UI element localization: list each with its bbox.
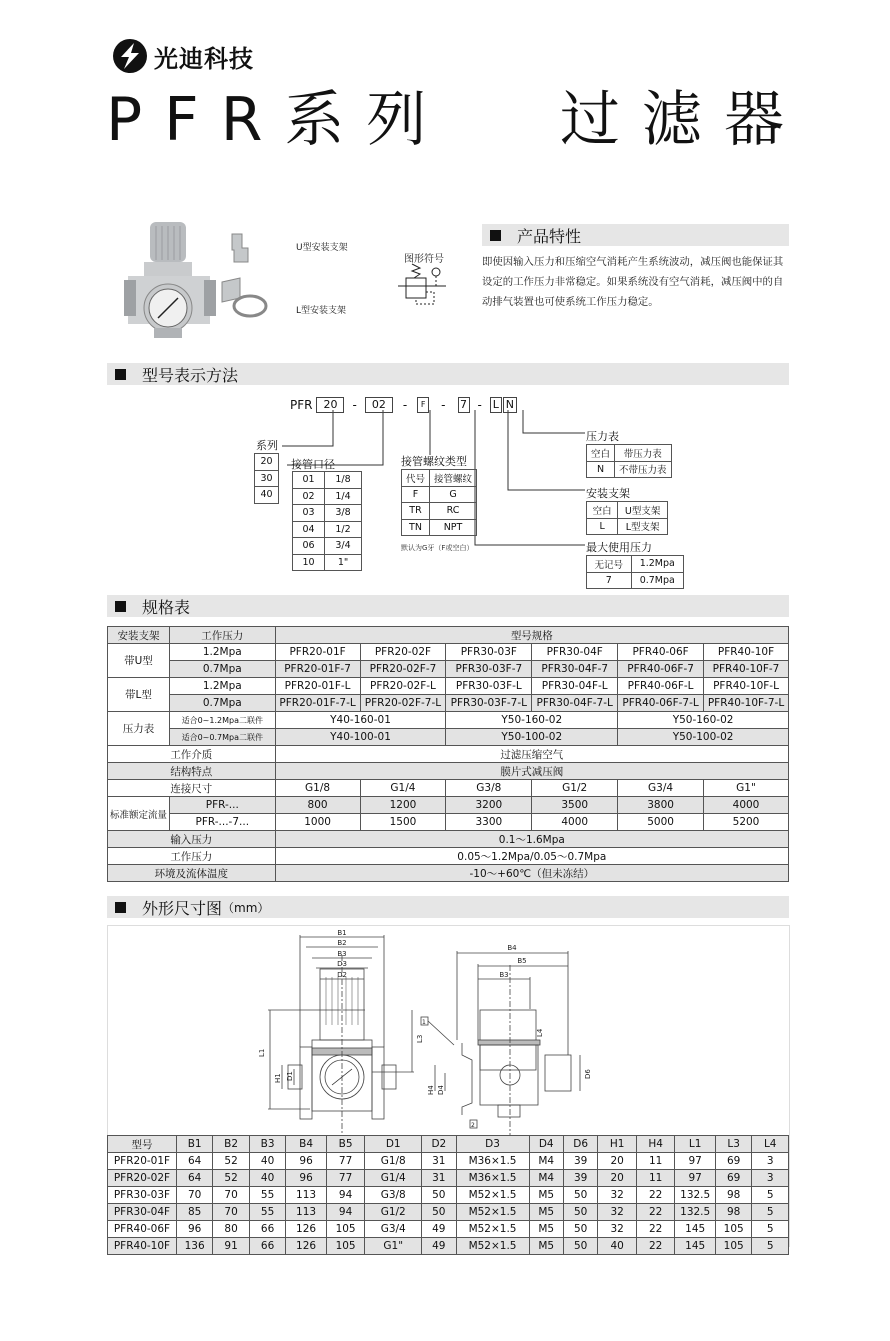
dim-cell: 50 [563, 1238, 597, 1255]
spec-heading [107, 595, 789, 617]
gauge-model: Y50-100-02 [446, 729, 618, 746]
features-description: 即使因输入压力和压缩空气消耗产生系统波动，减压阀也能保证其设定的工作压力非常稳定。如果系统没有空气消耗，减压阀中的自动排气装置也可使系统工作压力稳定。 [482, 256, 784, 308]
bracket-label: 安装支架 [586, 487, 630, 500]
gauge-model: Y50-160-02 [618, 712, 789, 729]
model-cell: PFR40-06F [618, 644, 704, 661]
label-d1: D1 [286, 1071, 294, 1081]
dim-cell: 3 [752, 1153, 789, 1170]
square-bullet-icon [115, 601, 126, 612]
dimension-drawing [250, 925, 600, 1135]
gauge-model: Y40-160-01 [275, 712, 446, 729]
label-h4: H4 [427, 1085, 435, 1095]
structure-value: 膜片式减压阀 [275, 763, 788, 780]
structure-label: 结构特点 [108, 763, 276, 780]
port-size: 1" [325, 554, 362, 571]
code-prefix: PFR [290, 398, 313, 412]
dim-cell: 5 [752, 1204, 789, 1221]
dim-header-b3: B3 [249, 1136, 285, 1153]
bracket-desc: U型支架 [618, 502, 668, 519]
model-cell: PFR30-03F-7-L [446, 695, 532, 712]
dim-cell: 20 [598, 1170, 637, 1187]
dim-cell: 40 [249, 1170, 285, 1187]
model-code-heading-text: 型号表示方法 [142, 365, 239, 385]
square-bullet-icon [490, 230, 501, 241]
dim-header-l1: L1 [675, 1136, 716, 1153]
temperature-label: 环境及流体温度 [108, 865, 276, 882]
gauge-07-label: 适合0~0.7Mpa二联件 [169, 729, 275, 746]
thread-code: TN [402, 519, 430, 536]
model-cell: PFR30-03F [446, 644, 532, 661]
dim-cell: 64 [176, 1153, 212, 1170]
dim-cell: 52 [213, 1153, 249, 1170]
bracket-code: L [587, 518, 618, 535]
model-cell: PFR20-01F-L [275, 678, 360, 695]
port-code: 04 [293, 521, 325, 538]
callout-1: 1 [422, 1019, 426, 1026]
square-bullet-icon [115, 902, 126, 913]
code-dash: - [441, 398, 446, 412]
medium-value: 过滤压缩空气 [275, 746, 788, 763]
dim-header-l3: L3 [715, 1136, 751, 1153]
dim-cell: 94 [326, 1204, 365, 1221]
dim-cell: 50 [563, 1187, 597, 1204]
flow-value: 800 [275, 797, 360, 814]
port-size: 1/8 [325, 472, 362, 489]
port-size: 1/4 [325, 488, 362, 505]
model-cell: PFR30-03F-L [446, 678, 532, 695]
flow-b-label: PFR-...-7... [169, 814, 275, 831]
model-cell: PFR40-10F-L [704, 678, 789, 695]
code-bracket: L [490, 397, 502, 413]
u-type-label: 带U型 [108, 644, 170, 678]
flow-value: 1500 [360, 814, 446, 831]
connection-value: G3/8 [446, 780, 532, 797]
dim-cell: 105 [715, 1221, 751, 1238]
callout-2: 2 [471, 1122, 475, 1129]
dims-heading [107, 896, 789, 918]
dim-cell: 77 [326, 1153, 365, 1170]
l-type-label: 带L型 [108, 678, 170, 712]
dim-cell: 105 [326, 1238, 365, 1255]
port-table [292, 471, 362, 571]
model-cell: PFR30-04F-7-L [532, 695, 618, 712]
dim-cell: 55 [249, 1187, 285, 1204]
gauge-code: 空白 [587, 445, 615, 462]
dim-cell: 31 [422, 1170, 456, 1187]
u-bracket-label: U型安装支架 [296, 243, 348, 253]
dim-cell: 85 [176, 1204, 212, 1221]
port-code: 02 [293, 488, 325, 505]
connection-value: G3/4 [618, 780, 704, 797]
port-code: 06 [293, 538, 325, 555]
pressure-07: 0.7Mpa [169, 695, 275, 712]
dim-cell: 39 [563, 1170, 597, 1187]
pressure-table [586, 555, 684, 589]
dim-cell: M52×1.5 [456, 1187, 529, 1204]
dim-header-b5: B5 [326, 1136, 365, 1153]
model-cell: PFR20-01F [275, 644, 360, 661]
dim-cell: M36×1.5 [456, 1153, 529, 1170]
dim-cell: 40 [249, 1153, 285, 1170]
dim-cell: 113 [286, 1187, 327, 1204]
label-b5: B5 [517, 957, 527, 965]
regulator-product-image [122, 220, 222, 338]
dim-cell: 96 [176, 1221, 212, 1238]
dim-cell: 69 [715, 1153, 751, 1170]
dim-cell: 55 [249, 1204, 285, 1221]
brand-name: 光迪科技 [154, 44, 254, 73]
dim-cell: PFR40-10F [108, 1238, 177, 1255]
thread-type: NPT [430, 519, 477, 536]
dim-header-型号: 型号 [108, 1136, 177, 1153]
port-size: 3/8 [325, 505, 362, 522]
symbol-label: 图形符号 [404, 254, 444, 265]
dim-table-row [108, 1187, 789, 1204]
model-cell: PFR40-06F-L [618, 678, 704, 695]
connection-value: G1/2 [532, 780, 618, 797]
model-cell: PFR40-10F-7-L [704, 695, 789, 712]
dim-cell: 105 [715, 1238, 751, 1255]
label-b3-side: B3 [499, 971, 509, 979]
code-pressure: 7 [458, 397, 470, 413]
label-d2: D2 [337, 971, 347, 979]
gauge-table [586, 444, 672, 478]
dim-cell: G1" [365, 1238, 422, 1255]
dim-cell: 126 [286, 1221, 327, 1238]
header-model: 型号规格 [275, 627, 788, 644]
dim-table-row [108, 1170, 789, 1187]
medium-label: 工作介质 [108, 746, 276, 763]
model-cell: PFR30-04F-L [532, 678, 618, 695]
l-bracket-label: L型安装支架 [296, 306, 347, 316]
flow-value: 3300 [446, 814, 532, 831]
dim-header-b1: B1 [176, 1136, 212, 1153]
gauge-label: 压力表 [586, 430, 619, 443]
thread-label: 接管螺纹类型 [401, 455, 467, 468]
pressure-value: 0.7Mpa [631, 572, 683, 589]
series-title: PFR系列 [106, 85, 449, 155]
dim-cell: 5 [752, 1221, 789, 1238]
label-b3: B3 [337, 950, 347, 958]
model-cell: PFR20-01F-7-L [275, 695, 360, 712]
model-cell: PFR20-02F [360, 644, 446, 661]
dim-cell: 3 [752, 1170, 789, 1187]
dim-header-d2: D2 [422, 1136, 456, 1153]
dim-cell: 70 [213, 1204, 249, 1221]
pressure-12: 1.2Mpa [169, 644, 275, 661]
flow-value: 3500 [532, 797, 618, 814]
gauge-row-label: 压力表 [108, 712, 170, 746]
thread-note: 默认为G牙（F或空白） [401, 544, 474, 552]
product-title: 过滤器 [560, 85, 806, 155]
port-code: 03 [293, 505, 325, 522]
label-l1: L1 [258, 1048, 266, 1057]
label-h1: H1 [274, 1073, 282, 1083]
bracket-code: 空白 [587, 502, 618, 519]
series-table [254, 453, 279, 504]
port-label: 接管口径 [291, 458, 335, 471]
dim-cell: PFR40-06F [108, 1221, 177, 1238]
thread-header: 接管螺纹 [430, 470, 477, 487]
thread-code: TR [402, 503, 430, 520]
dim-cell: 22 [636, 1221, 675, 1238]
dim-table-row [108, 1204, 789, 1221]
dim-cell: 69 [715, 1170, 751, 1187]
dim-cell: 70 [213, 1187, 249, 1204]
dimensions-table [107, 1135, 789, 1255]
port-code: 10 [293, 554, 325, 571]
label-d4: D4 [437, 1085, 445, 1095]
series-value: 30 [255, 470, 279, 487]
dim-cell: 50 [563, 1204, 597, 1221]
dim-header-b2: B2 [213, 1136, 249, 1153]
dim-cell: M52×1.5 [456, 1204, 529, 1221]
label-b4: B4 [507, 944, 517, 952]
label-d6: D6 [584, 1069, 592, 1079]
dim-cell: M4 [529, 1153, 563, 1170]
dim-cell: 49 [422, 1221, 456, 1238]
dim-header-h4: H4 [636, 1136, 675, 1153]
dim-cell: 145 [675, 1238, 716, 1255]
dim-cell: M5 [529, 1238, 563, 1255]
dim-cell: 52 [213, 1170, 249, 1187]
dim-cell: 22 [636, 1238, 675, 1255]
bracket-table [586, 501, 668, 535]
dim-cell: G1/4 [365, 1170, 422, 1187]
brand-logo [112, 38, 254, 74]
dim-cell: 97 [675, 1170, 716, 1187]
dim-table-row [108, 1238, 789, 1255]
dim-cell: PFR30-04F [108, 1204, 177, 1221]
bracket-desc: L型支架 [618, 518, 668, 535]
dim-table-row [108, 1153, 789, 1170]
dim-cell: 98 [715, 1204, 751, 1221]
l-bracket-image [220, 276, 268, 320]
thread-code: F [402, 486, 430, 503]
flow-value: 5000 [618, 814, 704, 831]
gauge-model: Y40-100-01 [275, 729, 446, 746]
gauge-desc: 带压力表 [615, 445, 672, 462]
model-cell: PFR30-03F-7 [446, 661, 532, 678]
pressure-code: 无记号 [587, 556, 632, 573]
model-code-string [290, 397, 517, 413]
model-cell: PFR20-02F-L [360, 678, 446, 695]
code-thread: F [417, 397, 429, 413]
model-cell: PFR40-10F-7 [704, 661, 789, 678]
dim-cell: 126 [286, 1238, 327, 1255]
model-cell: PFR20-02F-7 [360, 661, 446, 678]
dim-cell: 32 [598, 1204, 637, 1221]
header-pressure: 工作压力 [169, 627, 275, 644]
spec-heading-text: 规格表 [142, 597, 191, 617]
model-cell: PFR30-04F [532, 644, 618, 661]
header-bracket: 安装支架 [108, 627, 170, 644]
dim-cell: 32 [598, 1221, 637, 1238]
spec-table [107, 626, 789, 882]
series-value: 20 [255, 454, 279, 471]
port-code: 01 [293, 472, 325, 489]
dim-header-b4: B4 [286, 1136, 327, 1153]
square-bullet-icon [115, 369, 126, 380]
dim-cell: 91 [213, 1238, 249, 1255]
u-bracket-image [228, 232, 250, 264]
label-d3: D3 [337, 960, 347, 968]
label-b2: B2 [337, 939, 347, 947]
dim-cell: PFR20-01F [108, 1153, 177, 1170]
port-size: 1/2 [325, 521, 362, 538]
connection-value: G1/4 [360, 780, 446, 797]
model-cell: PFR40-10F [704, 644, 789, 661]
dim-cell: 50 [563, 1221, 597, 1238]
flow-label: 标准额定流量 [108, 797, 170, 831]
dim-cell: 96 [286, 1170, 327, 1187]
dim-cell: 77 [326, 1170, 365, 1187]
dims-unit: （mm） [222, 900, 270, 915]
dim-cell: 40 [598, 1238, 637, 1255]
series-value: 40 [255, 487, 279, 504]
regulator-symbol-icon [398, 262, 446, 310]
dim-cell: M5 [529, 1187, 563, 1204]
flow-value: 5200 [704, 814, 789, 831]
dim-cell: 113 [286, 1204, 327, 1221]
port-size: 3/4 [325, 538, 362, 555]
dim-header-d3: D3 [456, 1136, 529, 1153]
model-cell: PFR40-06F-7 [618, 661, 704, 678]
code-series: 20 [316, 397, 344, 413]
model-code-heading [107, 363, 789, 385]
dim-cell: M36×1.5 [456, 1170, 529, 1187]
thread-type: G [430, 486, 477, 503]
gauge-model: Y50-160-02 [446, 712, 618, 729]
flow-a-label: PFR-... [169, 797, 275, 814]
features-heading [482, 224, 789, 246]
code-dash: - [352, 398, 357, 412]
code-port: 02 [365, 397, 393, 413]
code-dash: - [402, 398, 408, 412]
dim-cell: 50 [422, 1187, 456, 1204]
flow-value: 3800 [618, 797, 704, 814]
dim-cell: 97 [675, 1153, 716, 1170]
thread-table [401, 469, 477, 536]
dim-cell: 20 [598, 1153, 637, 1170]
dim-cell: 64 [176, 1170, 212, 1187]
dim-cell: 5 [752, 1238, 789, 1255]
dim-header-d4: D4 [529, 1136, 563, 1153]
dim-cell: 49 [422, 1238, 456, 1255]
flow-value: 1200 [360, 797, 446, 814]
dim-header-h1: H1 [598, 1136, 637, 1153]
gauge-code: N [587, 461, 615, 478]
code-gauge: N [503, 397, 517, 413]
thread-header: 代号 [402, 470, 430, 487]
pressure-07: 0.7Mpa [169, 661, 275, 678]
flow-value: 3200 [446, 797, 532, 814]
code-dash: - [477, 398, 482, 412]
dim-cell: 39 [563, 1153, 597, 1170]
working-pressure-value: 0.05～1.2Mpa/0.05～0.7Mpa [275, 848, 788, 865]
gauge-desc: 不带压力表 [615, 461, 672, 478]
dim-cell: 11 [636, 1170, 675, 1187]
dim-header-d1: D1 [365, 1136, 422, 1153]
model-cell: PFR20-02F-7-L [360, 695, 446, 712]
dim-cell: 98 [715, 1187, 751, 1204]
pressure-value: 1.2Mpa [631, 556, 683, 573]
dim-cell: 105 [326, 1221, 365, 1238]
dim-cell: G1/2 [365, 1204, 422, 1221]
input-pressure-label: 输入压力 [108, 831, 276, 848]
thread-type: RC [430, 503, 477, 520]
dim-table-row [108, 1221, 789, 1238]
features-heading-text: 产品特性 [517, 226, 582, 246]
label-l4: L4 [536, 1028, 544, 1037]
dim-cell: M5 [529, 1221, 563, 1238]
gauge-12-label: 适合0~1.2Mpa二联件 [169, 712, 275, 729]
dim-cell: G3/4 [365, 1221, 422, 1238]
dim-cell: 32 [598, 1187, 637, 1204]
input-pressure-value: 0.1～1.6Mpa [275, 831, 788, 848]
gauge-model: Y50-100-02 [618, 729, 789, 746]
dim-cell: M5 [529, 1204, 563, 1221]
flow-value: 4000 [532, 814, 618, 831]
dim-cell: 132.5 [675, 1187, 716, 1204]
label-b1: B1 [337, 929, 347, 937]
dim-cell: 66 [249, 1238, 285, 1255]
dim-cell: 94 [326, 1187, 365, 1204]
pressure-label: 最大使用压力 [586, 541, 652, 554]
dim-cell: 70 [176, 1187, 212, 1204]
dim-cell: M4 [529, 1170, 563, 1187]
dim-cell: 11 [636, 1153, 675, 1170]
working-pressure-label: 工作压力 [108, 848, 276, 865]
flow-value: 1000 [275, 814, 360, 831]
pressure-code: 7 [587, 572, 632, 589]
dim-header-d6: D6 [563, 1136, 597, 1153]
dim-cell: 145 [675, 1221, 716, 1238]
dim-cell: M52×1.5 [456, 1221, 529, 1238]
dim-cell: 22 [636, 1204, 675, 1221]
dim-cell: PFR30-03F [108, 1187, 177, 1204]
dim-cell: 22 [636, 1187, 675, 1204]
dim-cell: 50 [422, 1204, 456, 1221]
series-label: 系列 [256, 439, 278, 452]
dim-cell: 132.5 [675, 1204, 716, 1221]
connection-label: 连接尺寸 [108, 780, 276, 797]
dim-cell: M52×1.5 [456, 1238, 529, 1255]
lightning-circle-icon [112, 38, 148, 74]
dim-cell: 80 [213, 1221, 249, 1238]
dim-cell: G1/8 [365, 1153, 422, 1170]
dims-heading-text: 外形尺寸图 [142, 898, 223, 918]
dim-cell: PFR20-02F [108, 1170, 177, 1187]
pressure-12: 1.2Mpa [169, 678, 275, 695]
dim-cell: 5 [752, 1187, 789, 1204]
flow-value: 4000 [704, 797, 789, 814]
connection-value: G1" [704, 780, 789, 797]
label-l3: L3 [416, 1034, 424, 1043]
dim-cell: 136 [176, 1238, 212, 1255]
dim-cell: G3/8 [365, 1187, 422, 1204]
dim-cell: 66 [249, 1221, 285, 1238]
model-cell: PFR20-01F-7 [275, 661, 360, 678]
connection-value: G1/8 [275, 780, 360, 797]
temperature-value: -10～+60℃（但未冻结） [275, 865, 788, 882]
model-cell: PFR40-06F-7-L [618, 695, 704, 712]
dim-cell: 31 [422, 1153, 456, 1170]
dim-header-l4: L4 [752, 1136, 789, 1153]
dim-cell: 96 [286, 1153, 327, 1170]
model-cell: PFR30-04F-7 [532, 661, 618, 678]
